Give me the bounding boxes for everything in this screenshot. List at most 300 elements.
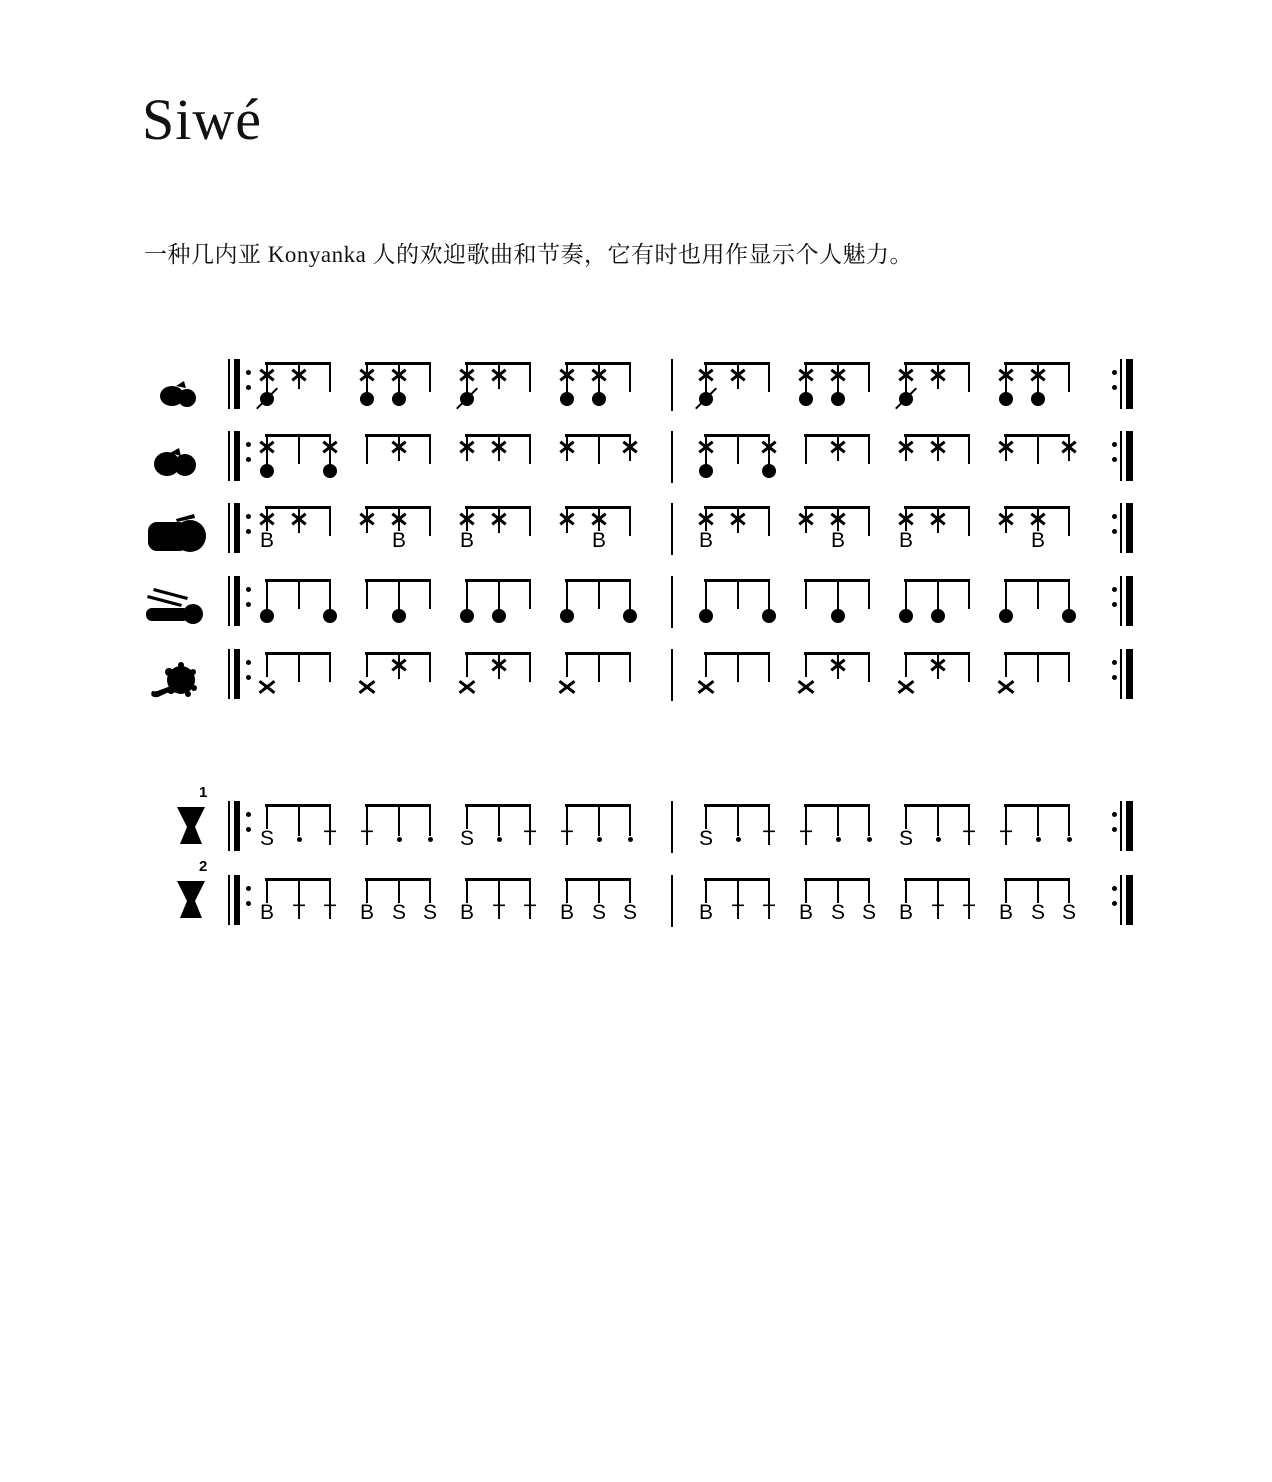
- slap-letter: S: [1030, 901, 1045, 924]
- bass-letter: B: [798, 901, 813, 924]
- flam-notehead: [260, 392, 274, 406]
- x-notehead: [259, 369, 275, 382]
- rest-dot: [836, 837, 841, 842]
- x-notehead: [698, 441, 714, 454]
- stem: [768, 506, 770, 536]
- stem: [1068, 362, 1070, 392]
- x-notehead: [559, 441, 575, 454]
- stem: [737, 804, 739, 836]
- stem: [629, 506, 631, 536]
- log-drum-icon: [144, 582, 206, 631]
- small-drum-icon: [158, 380, 200, 415]
- repeat-end-dot: [1112, 457, 1117, 462]
- x-notehead: [761, 441, 777, 454]
- stem: [429, 652, 431, 682]
- tone-letter: T: [323, 827, 337, 850]
- stem: [429, 506, 431, 536]
- bass-letter: B: [830, 529, 845, 552]
- rest-dot: [397, 837, 402, 842]
- tone-letter: T: [731, 901, 745, 924]
- stem: [1037, 878, 1039, 903]
- repeat-end-dot: [1112, 514, 1117, 519]
- x-notehead: [730, 513, 746, 526]
- repeat-begin-dot: [246, 827, 251, 832]
- x-notehead: [830, 513, 846, 526]
- x-notehead: [259, 441, 275, 454]
- repeat-end-thick-bar: [1126, 503, 1133, 553]
- x-notehead: [830, 369, 846, 382]
- stem: [398, 878, 400, 903]
- repeat-end-thick-bar: [1126, 649, 1133, 699]
- stem: [968, 506, 970, 536]
- stem: [629, 878, 631, 903]
- x-notehead: [930, 369, 946, 382]
- repeat-end-dot: [1112, 370, 1117, 375]
- repeat-begin-thin-bar: [228, 801, 230, 851]
- repeat-begin-thick-bar: [234, 576, 240, 626]
- x-notehead: [459, 369, 475, 382]
- repeat-end-dot: [1112, 886, 1117, 891]
- repeat-end-thick-bar: [1126, 875, 1133, 925]
- tone-letter: T: [523, 901, 537, 924]
- stem: [466, 878, 468, 903]
- djembe-icon: [176, 806, 206, 851]
- djembe-number-label: 1: [199, 784, 208, 801]
- x-notehead: [591, 513, 607, 526]
- stem: [837, 878, 839, 903]
- stem: [366, 434, 368, 464]
- x-notehead: [930, 659, 946, 672]
- dot-notehead: [560, 609, 574, 623]
- repeat-end-dot: [1112, 812, 1117, 817]
- x-notehead: [391, 441, 407, 454]
- repeat-begin-dot: [246, 442, 251, 447]
- x-notehead: [491, 513, 507, 526]
- x-notehead: [1030, 369, 1046, 382]
- stem: [1037, 579, 1039, 609]
- x-notehead: [559, 369, 575, 382]
- x-notehead: [830, 441, 846, 454]
- measure-barline: [671, 875, 673, 927]
- stem: [805, 652, 807, 677]
- stem: [768, 652, 770, 682]
- measure-barline: [671, 503, 673, 555]
- stem: [366, 579, 368, 609]
- bass-letter: B: [998, 901, 1013, 924]
- stem: [868, 804, 870, 836]
- rest-dot: [597, 837, 602, 842]
- stem: [968, 652, 970, 682]
- x-notehead: [391, 659, 407, 672]
- bass-letter: B: [898, 901, 913, 924]
- slap-letter: S: [459, 827, 474, 850]
- repeat-end-thin-bar: [1120, 503, 1122, 553]
- repeat-end-thick-bar: [1126, 431, 1133, 481]
- stem: [968, 434, 970, 464]
- stem: [629, 362, 631, 392]
- repeat-begin-dot: [246, 660, 251, 665]
- stem: [329, 362, 331, 392]
- rest-dot: [736, 837, 741, 842]
- stem: [529, 579, 531, 609]
- measure-barline: [671, 576, 673, 628]
- slap-letter: S: [861, 901, 876, 924]
- repeat-end-dot: [1112, 385, 1117, 390]
- x-notehead: [622, 441, 638, 454]
- x-notehead: [491, 659, 507, 672]
- stem: [805, 434, 807, 464]
- stem: [366, 878, 368, 903]
- x-notehead: [459, 441, 475, 454]
- stem: [705, 878, 707, 903]
- stem: [298, 804, 300, 836]
- dot-notehead: [592, 392, 606, 406]
- dot-notehead: [323, 464, 337, 478]
- repeat-begin-thick-bar: [234, 649, 240, 699]
- x-notehead: [391, 513, 407, 526]
- rest-dot: [628, 837, 633, 842]
- x-notehead: [291, 369, 307, 382]
- x-notehead: [898, 441, 914, 454]
- bass-letter: B: [459, 901, 474, 924]
- x-notehead: [459, 513, 475, 526]
- tone-letter: T: [560, 827, 574, 850]
- bass-letter: B: [1030, 529, 1045, 552]
- low-x-notehead: [697, 680, 715, 694]
- dot-notehead: [899, 609, 913, 623]
- stem: [398, 804, 400, 836]
- slap-letter: S: [1061, 901, 1076, 924]
- x-notehead: [559, 513, 575, 526]
- page-title: Siwé: [142, 87, 262, 152]
- x-notehead: [359, 513, 375, 526]
- stem: [837, 804, 839, 836]
- bass-letter: B: [259, 529, 274, 552]
- stem: [598, 579, 600, 609]
- stem: [1037, 652, 1039, 682]
- bass-letter: B: [559, 901, 574, 924]
- stem: [1037, 434, 1039, 464]
- rest-dot: [936, 837, 941, 842]
- low-x-notehead: [258, 680, 276, 694]
- stem: [1068, 804, 1070, 836]
- stem: [429, 804, 431, 836]
- djembe-number-label: 2: [199, 858, 208, 875]
- stem: [737, 652, 739, 682]
- page-description: 一种几内亚 Konyanka 人的欢迎歌曲和节奏，它有时也用作显示个人魅力。: [144, 242, 914, 267]
- flam-notehead: [460, 392, 474, 406]
- x-notehead: [359, 369, 375, 382]
- repeat-begin-thin-bar: [228, 649, 230, 699]
- bass-letter: B: [698, 901, 713, 924]
- x-notehead: [730, 369, 746, 382]
- slap-letter: S: [898, 827, 913, 850]
- stem: [598, 652, 600, 682]
- repeat-end-thin-bar: [1120, 875, 1122, 925]
- stem: [529, 362, 531, 392]
- dot-notehead: [762, 609, 776, 623]
- slap-letter: S: [259, 827, 274, 850]
- bass-letter: B: [391, 529, 406, 552]
- slap-letter: S: [422, 901, 437, 924]
- repeat-end-dot: [1112, 602, 1117, 607]
- dot-notehead: [392, 392, 406, 406]
- repeat-end-thick-bar: [1126, 576, 1133, 626]
- repeat-begin-thin-bar: [228, 576, 230, 626]
- dot-notehead: [999, 392, 1013, 406]
- x-notehead: [591, 369, 607, 382]
- stem: [968, 579, 970, 609]
- stem: [429, 434, 431, 464]
- x-notehead: [898, 513, 914, 526]
- stem: [868, 652, 870, 682]
- low-x-notehead: [458, 680, 476, 694]
- slap-letter: S: [830, 901, 845, 924]
- repeat-begin-thick-bar: [234, 359, 240, 409]
- dot-notehead: [762, 464, 776, 478]
- large-drum-icon: [146, 511, 208, 562]
- repeat-begin-thin-bar: [228, 875, 230, 925]
- repeat-end-thin-bar: [1120, 359, 1122, 409]
- stem: [868, 362, 870, 392]
- repeat-begin-dot: [246, 385, 251, 390]
- dot-notehead: [260, 464, 274, 478]
- slap-letter: S: [698, 827, 713, 850]
- stem: [298, 652, 300, 682]
- tone-letter: T: [799, 827, 813, 850]
- repeat-begin-thin-bar: [228, 503, 230, 553]
- x-notehead: [1030, 513, 1046, 526]
- dot-notehead: [1062, 609, 1076, 623]
- repeat-begin-dot: [246, 812, 251, 817]
- repeat-begin-dot: [246, 514, 251, 519]
- flam-notehead: [699, 392, 713, 406]
- repeat-end-dot: [1112, 660, 1117, 665]
- x-notehead: [930, 441, 946, 454]
- stem: [466, 652, 468, 677]
- flam-notehead: [899, 392, 913, 406]
- stem: [805, 878, 807, 903]
- rest-dot: [297, 837, 302, 842]
- stem: [705, 652, 707, 677]
- bass-letter: B: [459, 529, 474, 552]
- measure-barline: [671, 649, 673, 701]
- dot-notehead: [460, 609, 474, 623]
- stem: [266, 652, 268, 677]
- repeat-end-thin-bar: [1120, 649, 1122, 699]
- stem: [905, 804, 907, 829]
- stem: [629, 652, 631, 682]
- stem: [466, 804, 468, 829]
- tone-letter: T: [292, 901, 306, 924]
- rest-dot: [1036, 837, 1041, 842]
- tone-letter: T: [962, 827, 976, 850]
- dot-notehead: [323, 609, 337, 623]
- tone-letter: T: [492, 901, 506, 924]
- repeat-begin-thin-bar: [228, 359, 230, 409]
- dot-notehead: [560, 392, 574, 406]
- dot-notehead: [799, 392, 813, 406]
- slap-letter: S: [391, 901, 406, 924]
- bass-letter: B: [898, 529, 913, 552]
- tone-letter: T: [323, 901, 337, 924]
- stem: [429, 362, 431, 392]
- stem: [868, 878, 870, 903]
- repeat-begin-dot: [246, 529, 251, 534]
- bass-letter: B: [698, 529, 713, 552]
- x-notehead: [698, 369, 714, 382]
- x-notehead: [391, 369, 407, 382]
- x-notehead: [998, 513, 1014, 526]
- stem: [1068, 506, 1070, 536]
- x-notehead: [698, 513, 714, 526]
- dot-notehead: [699, 464, 713, 478]
- stem: [329, 506, 331, 536]
- djembe-icon: [176, 880, 206, 925]
- x-notehead: [898, 369, 914, 382]
- stem: [868, 506, 870, 536]
- bass-letter: B: [591, 529, 606, 552]
- repeat-begin-thin-bar: [228, 431, 230, 481]
- bass-letter: B: [359, 901, 374, 924]
- repeat-end-thin-bar: [1120, 801, 1122, 851]
- repeat-end-dot: [1112, 901, 1117, 906]
- stem: [737, 434, 739, 464]
- repeat-begin-dot: [246, 886, 251, 891]
- dot-notehead: [699, 609, 713, 623]
- stem: [429, 579, 431, 609]
- stem: [629, 804, 631, 836]
- x-notehead: [998, 369, 1014, 382]
- repeat-begin-dot: [246, 602, 251, 607]
- stem: [429, 878, 431, 903]
- tone-letter: T: [523, 827, 537, 850]
- dot-notehead: [623, 609, 637, 623]
- x-notehead: [830, 659, 846, 672]
- tone-letter: T: [762, 901, 776, 924]
- stem: [968, 362, 970, 392]
- x-notehead: [491, 441, 507, 454]
- stem: [366, 652, 368, 677]
- shekere-icon: [148, 661, 202, 706]
- dot-notehead: [492, 609, 506, 623]
- repeat-begin-thick-bar: [234, 875, 240, 925]
- low-x-notehead: [897, 680, 915, 694]
- repeat-begin-thick-bar: [234, 431, 240, 481]
- x-notehead: [259, 513, 275, 526]
- tone-letter: T: [931, 901, 945, 924]
- x-notehead: [491, 369, 507, 382]
- tone-letter: T: [762, 827, 776, 850]
- repeat-end-thick-bar: [1126, 801, 1133, 851]
- repeat-end-dot: [1112, 827, 1117, 832]
- dot-notehead: [831, 392, 845, 406]
- stem: [905, 652, 907, 677]
- stem: [529, 652, 531, 682]
- stem: [298, 579, 300, 609]
- dot-notehead: [360, 392, 374, 406]
- repeat-end-dot: [1112, 529, 1117, 534]
- stem: [805, 579, 807, 609]
- repeat-end-dot: [1112, 675, 1117, 680]
- stem: [529, 434, 531, 464]
- bass-letter: B: [259, 901, 274, 924]
- stem: [498, 804, 500, 836]
- stem: [905, 878, 907, 903]
- stem: [1037, 804, 1039, 836]
- x-notehead: [998, 441, 1014, 454]
- dot-notehead: [831, 609, 845, 623]
- stem: [266, 804, 268, 829]
- repeat-begin-dot: [246, 587, 251, 592]
- medium-drum-icon: [152, 446, 200, 485]
- stem: [566, 652, 568, 677]
- stem: [598, 878, 600, 903]
- rest-dot: [428, 837, 433, 842]
- rest-dot: [1067, 837, 1072, 842]
- slap-letter: S: [622, 901, 637, 924]
- x-notehead: [798, 369, 814, 382]
- tone-letter: T: [999, 827, 1013, 850]
- stem: [566, 878, 568, 903]
- measure-barline: [671, 431, 673, 483]
- x-notehead: [291, 513, 307, 526]
- measure-barline: [671, 359, 673, 411]
- low-x-notehead: [358, 680, 376, 694]
- repeat-begin-dot: [246, 457, 251, 462]
- x-notehead: [798, 513, 814, 526]
- repeat-begin-dot: [246, 901, 251, 906]
- low-x-notehead: [558, 680, 576, 694]
- stem: [868, 434, 870, 464]
- repeat-end-thick-bar: [1126, 359, 1133, 409]
- stem: [1005, 652, 1007, 677]
- low-x-notehead: [997, 680, 1015, 694]
- stem: [529, 506, 531, 536]
- stem: [705, 804, 707, 829]
- stem: [266, 878, 268, 903]
- stem: [868, 579, 870, 609]
- dot-notehead: [260, 609, 274, 623]
- repeat-end-thin-bar: [1120, 431, 1122, 481]
- tone-letter: T: [962, 901, 976, 924]
- stem: [598, 804, 600, 836]
- dot-notehead: [931, 609, 945, 623]
- repeat-end-dot: [1112, 587, 1117, 592]
- repeat-begin-thick-bar: [234, 503, 240, 553]
- stem: [737, 579, 739, 609]
- repeat-begin-thick-bar: [234, 801, 240, 851]
- stem: [329, 652, 331, 682]
- low-x-notehead: [797, 680, 815, 694]
- x-notehead: [322, 441, 338, 454]
- slap-letter: S: [591, 901, 606, 924]
- stem: [1005, 878, 1007, 903]
- repeat-begin-dot: [246, 370, 251, 375]
- repeat-end-dot: [1112, 442, 1117, 447]
- stem: [1068, 878, 1070, 903]
- stem: [1068, 652, 1070, 682]
- tone-letter: T: [360, 827, 374, 850]
- x-notehead: [930, 513, 946, 526]
- stem: [298, 434, 300, 464]
- repeat-begin-dot: [246, 675, 251, 680]
- dot-notehead: [1031, 392, 1045, 406]
- dot-notehead: [392, 609, 406, 623]
- stem: [937, 804, 939, 836]
- stem: [768, 362, 770, 392]
- stem: [598, 434, 600, 464]
